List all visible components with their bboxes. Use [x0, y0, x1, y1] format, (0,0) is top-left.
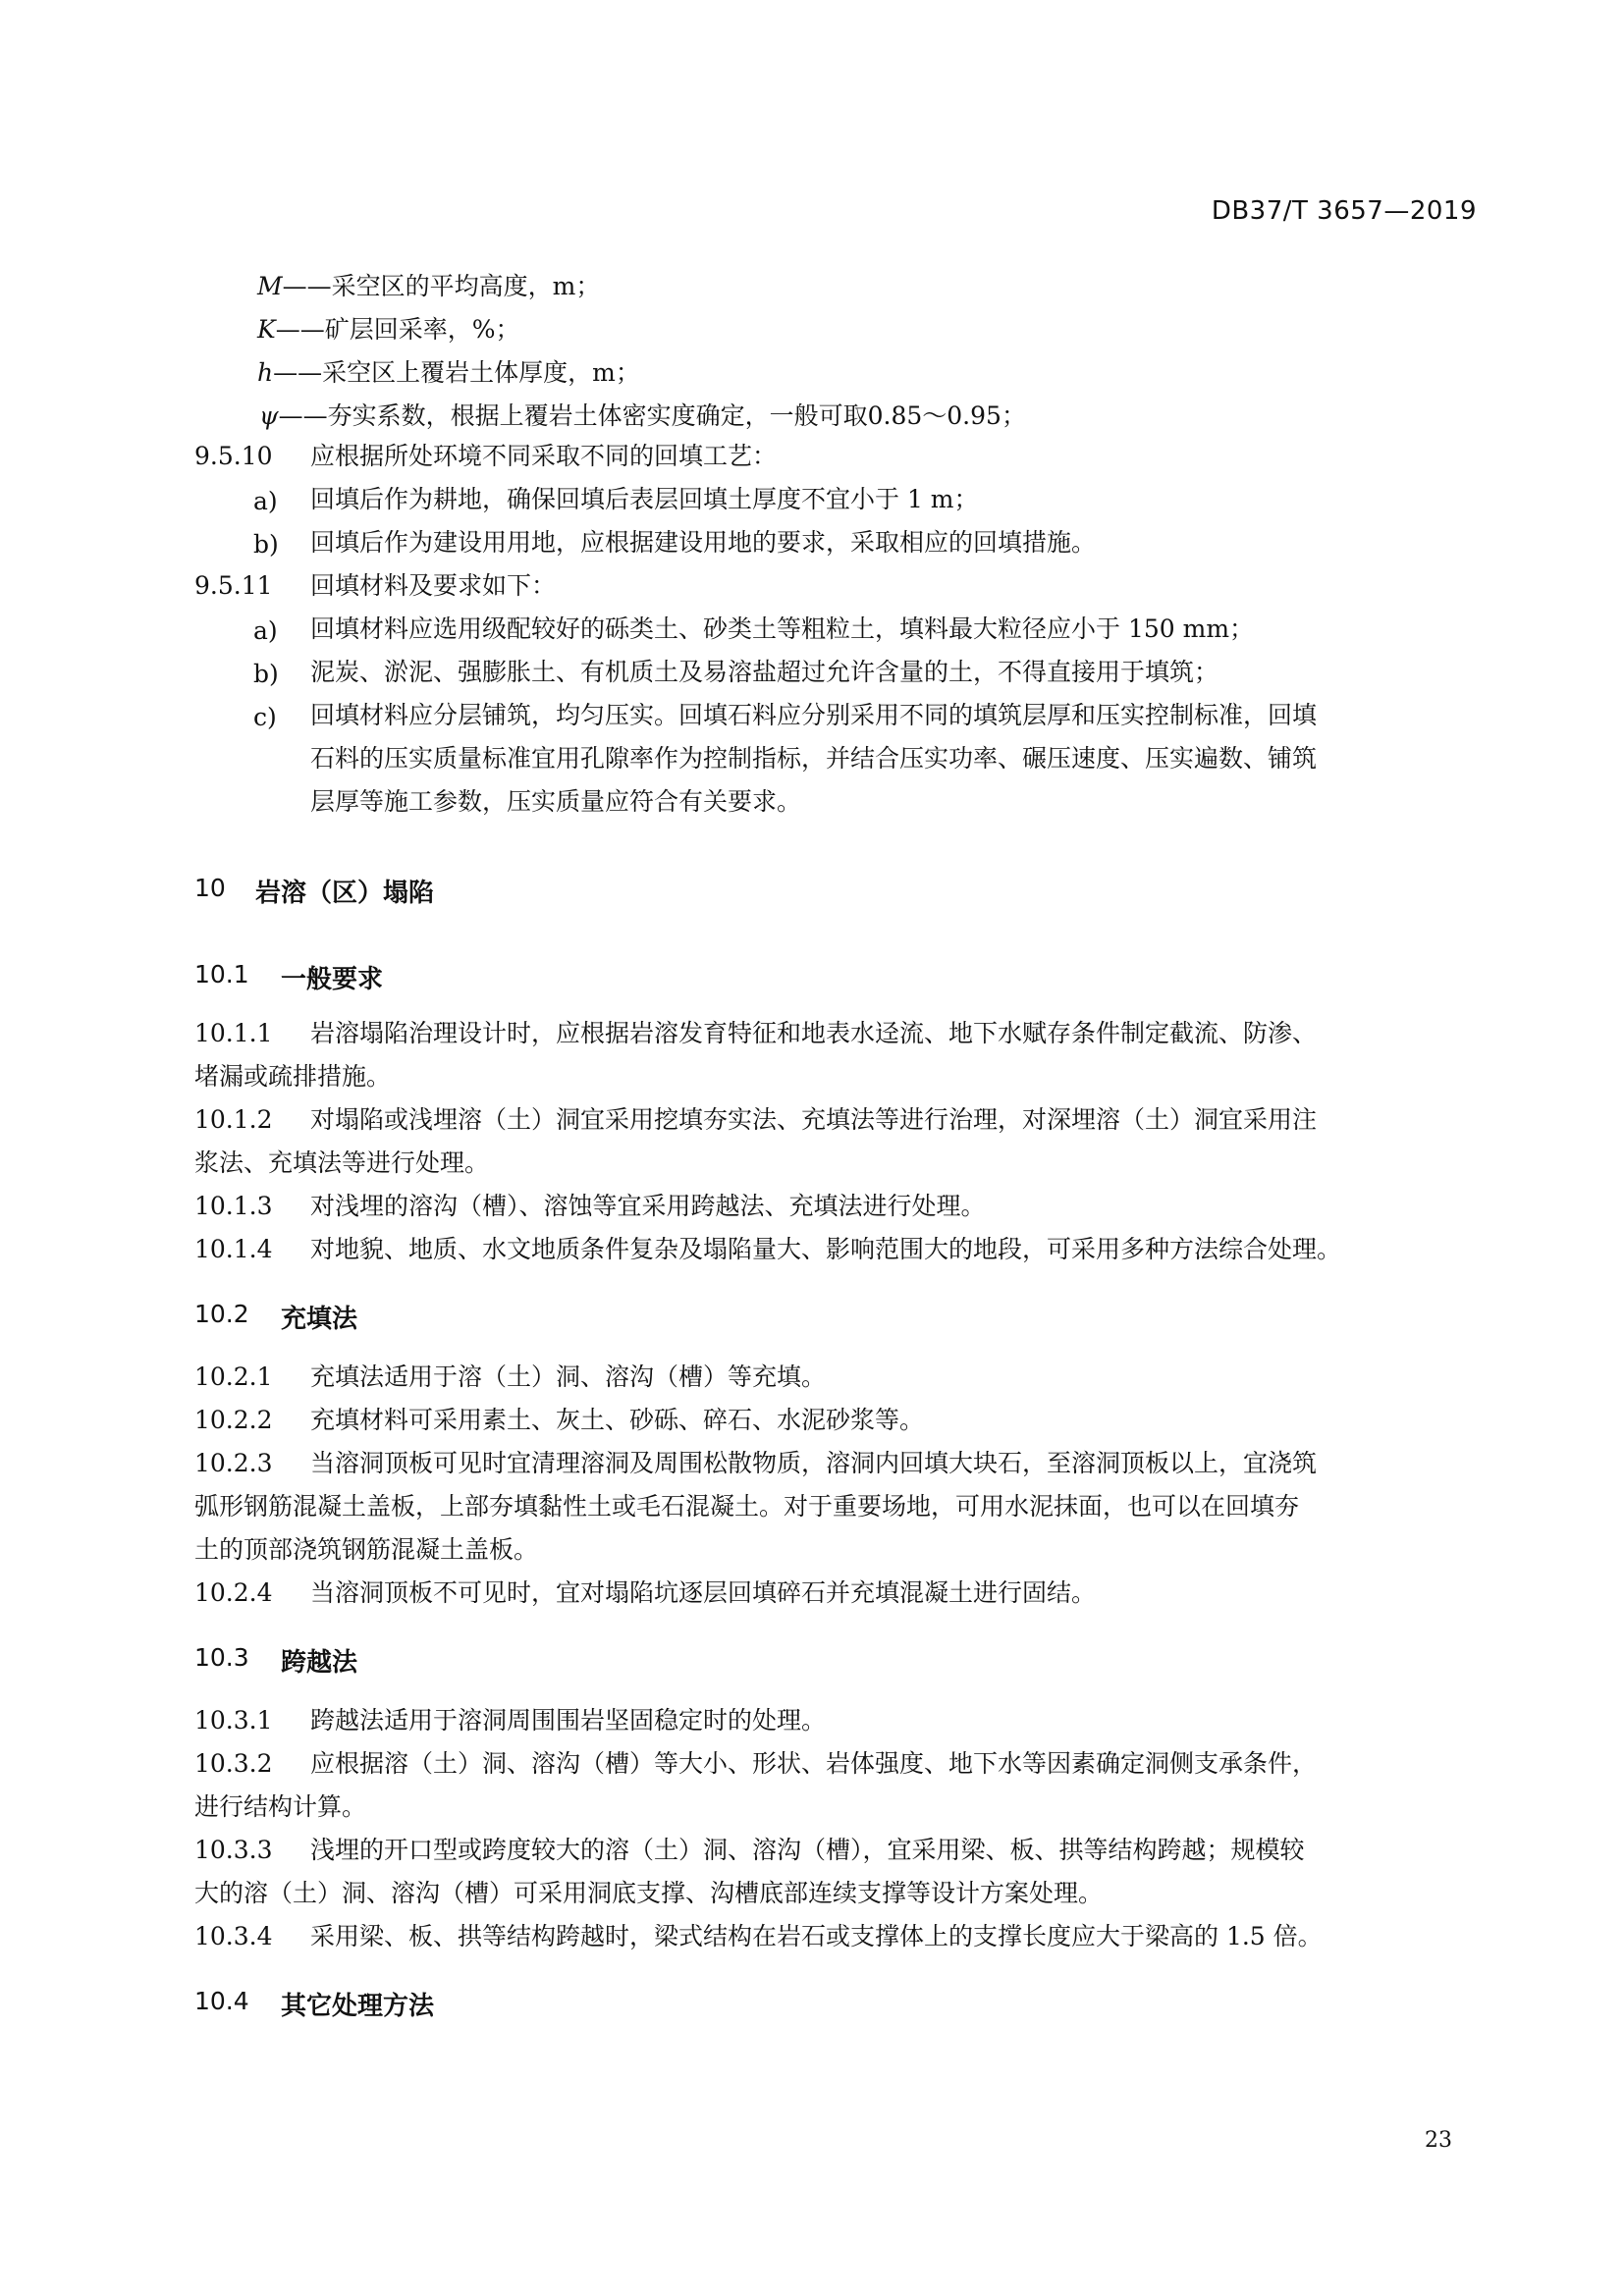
list-item-text: 回填后作为耕地，确保回填后表层回填土厚度不宜小于 1 m； — [310, 485, 979, 513]
clause-text: 对塌陷或浅埋溶（土）洞宜采用挖填夯实法、充填法等进行治理，对深埋溶（土）洞宜采用注 — [310, 1105, 1318, 1134]
clause-text: 岩溶塌陷治理设计时，应根据岩溶发育特征和地表水迳流、地下水赋存条件制定截流、防渗、 — [310, 1019, 1318, 1047]
variable-symbol: K — [257, 315, 276, 344]
list-item-text: 泥炭、淤泥、强膨胀土、有机质土及易溶盐超过允许含量的土，不得直接用于填筑； — [310, 658, 1219, 686]
clause-number: 10.3.1 — [194, 1706, 273, 1735]
clause-number: 10.3.2 — [194, 1749, 273, 1778]
clause-text: 土的顶部浇筑钢筋混凝土盖板。 — [194, 1535, 539, 1564]
clause-text: 当溶洞顶板不可见时，宜对塌陷坑逐层回填碎石并充填混凝土进行固结。 — [310, 1578, 1097, 1607]
clause-number: 10.3.4 — [194, 1922, 273, 1950]
section-number: 10.1 — [194, 960, 249, 988]
variable-description: ——采空区的平均高度，m； — [282, 272, 601, 300]
clause-text: 应根据所处环境不同采取不同的回填工艺： — [310, 442, 778, 470]
section-title: 其它处理方法 — [281, 1992, 435, 2021]
list-item-label: c) — [253, 703, 277, 731]
clause-text: 大的溶（土）洞、溶沟（槽）可采用洞底支撑、沟槽底部连续支撑等设计方案处理。 — [194, 1879, 1104, 1907]
list-item-text: 回填后作为建设用用地，应根据建设用地的要求，采取相应的回填措施。 — [310, 528, 1097, 557]
list-item-label: a) — [253, 616, 278, 645]
section-number: 10.3 — [194, 1643, 249, 1672]
variable-symbol: h — [257, 358, 274, 387]
clause-text: 对地貌、地质、水文地质条件复杂及塌陷量大、影响范围大的地段，可采用多种方法综合处理。 — [310, 1235, 1342, 1263]
clause-number: 9.5.10 — [194, 442, 273, 470]
clause-text: 进行结构计算。 — [194, 1792, 367, 1821]
document-code: DB37/T 3657—2019 — [1211, 196, 1477, 226]
clause-text: 充填法适用于溶（土）洞、溶沟（槽）等充填。 — [310, 1362, 827, 1391]
list-item-text: 石料的压实质量标准宜用孔隙率作为控制指标，并结合压实功率、碾压速度、压实遍数、铺筑 — [310, 744, 1318, 773]
clause-text: 充填材料可采用素土、灰土、砂砾、碎石、水泥砂浆等。 — [310, 1406, 925, 1434]
page-number: 23 — [1425, 2128, 1452, 2153]
clause-text: 弧形钢筋混凝土盖板，上部夯填黏性土或毛石混凝土。对于重要场地，可用水泥抹面，也可以在回填夯 — [194, 1492, 1300, 1521]
clause-text: 浅埋的开口型或跨度较大的溶（土）洞、溶沟（槽），宜采用梁、板、拱等结构跨越；规模较 — [310, 1836, 1305, 1864]
list-item-text: 回填材料应选用级配较好的砾类土、砂类土等粗粒土，填料最大粒径应小于 150 mm； — [310, 614, 1255, 643]
list-item-label: b) — [253, 530, 279, 559]
section-number: 10.2 — [194, 1300, 249, 1328]
clause-number: 10.2.1 — [194, 1362, 273, 1391]
clause-text: 当溶洞顶板可见时宜清理溶洞及周围松散物质，溶洞内回填大块石，至溶洞顶板以上，宜浇筑 — [310, 1449, 1318, 1477]
clause-number: 10.2.4 — [194, 1578, 273, 1607]
clause-number: 10.2.2 — [194, 1406, 273, 1434]
clause-number: 10.1.2 — [194, 1105, 273, 1134]
clause-number: 10.1.4 — [194, 1235, 273, 1263]
variable-description: ——夯实系数，根据上覆岩土体密实度确定，一般可取0.85～0.95； — [278, 401, 1026, 430]
variable-definition — [259, 397, 1026, 432]
clause-number: 10.3.3 — [194, 1836, 273, 1864]
section-title: 跨越法 — [281, 1648, 358, 1678]
clause-text: 应根据溶（土）洞、溶沟（槽）等大小、形状、岩体强度、地下水等因素确定洞侧支承条件， — [310, 1749, 1318, 1778]
section-title: 一般要求 — [281, 965, 384, 994]
variable-definition — [257, 353, 640, 389]
clause-text: 回填材料及要求如下： — [310, 571, 557, 600]
clause-number: 10.2.3 — [194, 1449, 273, 1477]
chapter-number: 10 — [194, 874, 226, 902]
clause-number: 10.1.1 — [194, 1019, 273, 1047]
clause-text: 对浅埋的溶沟（槽）、溶蚀等宜采用跨越法、充填法进行处理。 — [310, 1192, 986, 1220]
variable-definition — [257, 267, 600, 302]
chapter-title: 岩溶（区）塌陷 — [255, 879, 435, 908]
list-item-label: a) — [253, 487, 278, 515]
section-number: 10.4 — [194, 1987, 249, 2015]
clause-text: 浆法、充填法等进行处理。 — [194, 1148, 490, 1177]
variable-symbol: ψ — [259, 401, 279, 430]
variable-description: ——采空区上覆岩土体厚度，m； — [273, 358, 640, 387]
variable-symbol: M — [257, 272, 283, 300]
list-item-label: b) — [253, 660, 279, 688]
list-item-text: 层厚等施工参数，压实质量应符合有关要求。 — [310, 787, 802, 816]
clause-text: 采用梁、板、拱等结构跨越时，梁式结构在岩石或支撑体上的支撑长度应大于梁高的 1.5 倍。 — [310, 1922, 1323, 1950]
list-item-text: 回填材料应分层铺筑，均匀压实。回填石料应分别采用不同的填筑层厚和压实控制标准，回填 — [310, 701, 1318, 729]
variable-description: ——矿层回采率，%； — [275, 315, 520, 344]
clause-number: 10.1.3 — [194, 1192, 273, 1220]
clause-number: 9.5.11 — [194, 571, 273, 600]
variable-definition — [257, 310, 519, 346]
clause-text: 跨越法适用于溶洞周围围岩坚固稳定时的处理。 — [310, 1706, 827, 1735]
clause-text: 堵漏或疏排措施。 — [194, 1062, 392, 1091]
section-title: 充填法 — [281, 1305, 358, 1334]
